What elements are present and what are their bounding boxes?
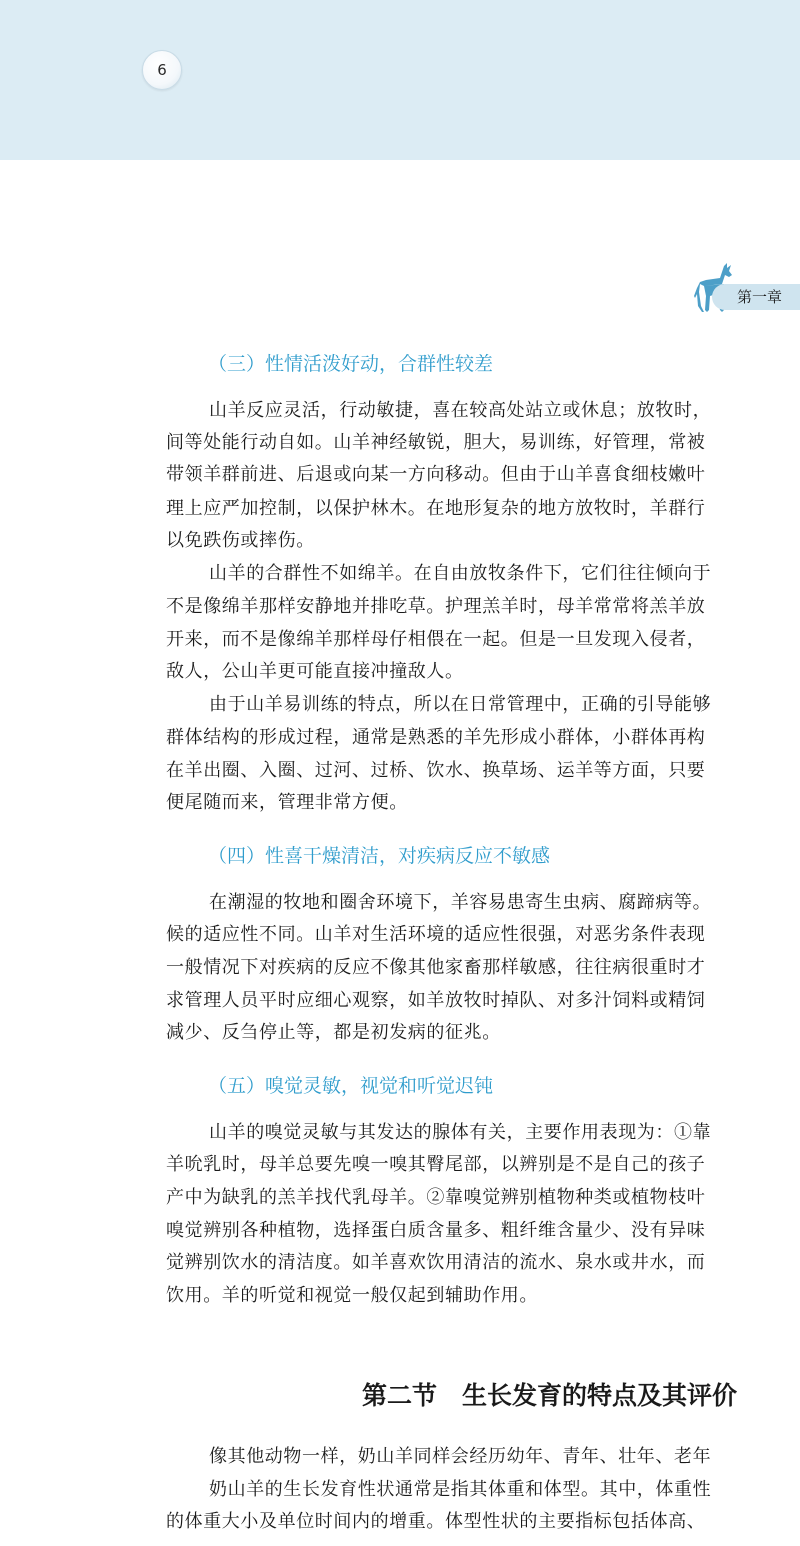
- section-title: 第二节 生长发育的特点及其评价: [362, 1381, 738, 1410]
- header-band: [0, 0, 800, 160]
- page-number-badge: [142, 50, 182, 90]
- text-line: 敌人，公山羊更可能直接冲撞敌人。: [166, 661, 464, 682]
- text-line: 减少、反刍停止等，都是初发病的征兆。: [166, 1022, 501, 1043]
- text-line: 山羊反应灵活，行动敏捷，喜在较高处站立或休息；放牧时，: [209, 400, 712, 421]
- text-line: 一般情况下对疾病的反应不像其他家畜那样敏感，往往病很重时才: [166, 957, 706, 978]
- text-line: 产中为缺乳的羔羊找代乳母羊。②靠嗅觉辨别植物种类或植物枝叶: [166, 1187, 706, 1208]
- text-line: 开来，而不是像绵羊那样母仔相偎在一起。但是一旦发现入侵者，: [166, 629, 706, 650]
- heading-4: （四）性喜干燥清洁，对疾病反应不敏感: [208, 845, 551, 867]
- text-line: 在潮湿的牧地和圈舍环境下，羊容易患寄生虫病、腐蹄病等。: [209, 892, 712, 913]
- page-number: 6: [157, 61, 167, 79]
- text-line: 山羊的合群性不如绵羊。在自由放牧条件下，它们往往倾向于: [209, 563, 712, 584]
- text-line: 饮用。羊的听觉和视觉一般仅起到辅助作用。: [166, 1285, 538, 1306]
- text-line: 像其他动物一样，奶山羊同样会经历幼年、青年、壮年、老年: [209, 1446, 712, 1467]
- text-line: 群体结构的形成过程，通常是熟悉的羊先形成小群体，小群体再构: [166, 727, 706, 748]
- text-line: 求管理人员平时应细心观察，如羊放牧时掉队、对多汁饲料或精饲: [166, 990, 706, 1011]
- text-line: 不是像绵羊那样安静地并排吃草。护理羔羊时，母羊常常将羔羊放: [166, 596, 706, 617]
- text-line: 间等处能行动自如。山羊神经敏锐，胆大，易训练，好管理，常被: [166, 432, 706, 453]
- text-line: 便尾随而来，管理非常方便。: [166, 792, 408, 813]
- chapter-label: 第一章: [737, 288, 783, 306]
- text-line: 嗅觉辨别各种植物，选择蛋白质含量多、粗纤维含量少、没有异味: [166, 1220, 706, 1241]
- heading-5: （五）嗅觉灵敏，视觉和听觉迟钝: [208, 1075, 494, 1097]
- text-line: 奶山羊的生长发育性状通常是指其体重和体型。其中，体重性: [209, 1479, 712, 1500]
- text-line: 的体重大小及单位时间内的增重。体型性状的主要指标包括体高、: [166, 1511, 706, 1532]
- text-line: 理上应严加控制，以保护林木。在地形复杂的地方放牧时，羊群行: [166, 498, 706, 519]
- heading-3: （三）性情活泼好动，合群性较差: [208, 353, 494, 375]
- text-line: 羊吮乳时，母羊总要先嗅一嗅其臀尾部，以辨别是不是自己的孩子: [166, 1154, 706, 1175]
- text-line: 以免跌伤或摔伤。: [166, 530, 315, 551]
- text-line: 由于山羊易训练的特点，所以在日常管理中，正确的引导能够: [209, 694, 712, 715]
- text-line: 觉辨别饮水的清洁度。如羊喜欢饮用清洁的流水、泉水或井水，而: [166, 1252, 706, 1273]
- text-line: 在羊出圈、入圈、过河、过桥、饮水、换草场、运羊等方面，只要: [166, 760, 706, 781]
- text-line: 候的适应性不同。山羊对生活环境的适应性很强，对恶劣条件表现: [166, 924, 706, 945]
- text-line: 山羊的嗅觉灵敏与其发达的腺体有关，主要作用表现为：①靠: [209, 1122, 712, 1143]
- text-line: 带领羊群前进、后退或向某一方向移动。但由于山羊喜食细枝嫩叶: [166, 464, 706, 485]
